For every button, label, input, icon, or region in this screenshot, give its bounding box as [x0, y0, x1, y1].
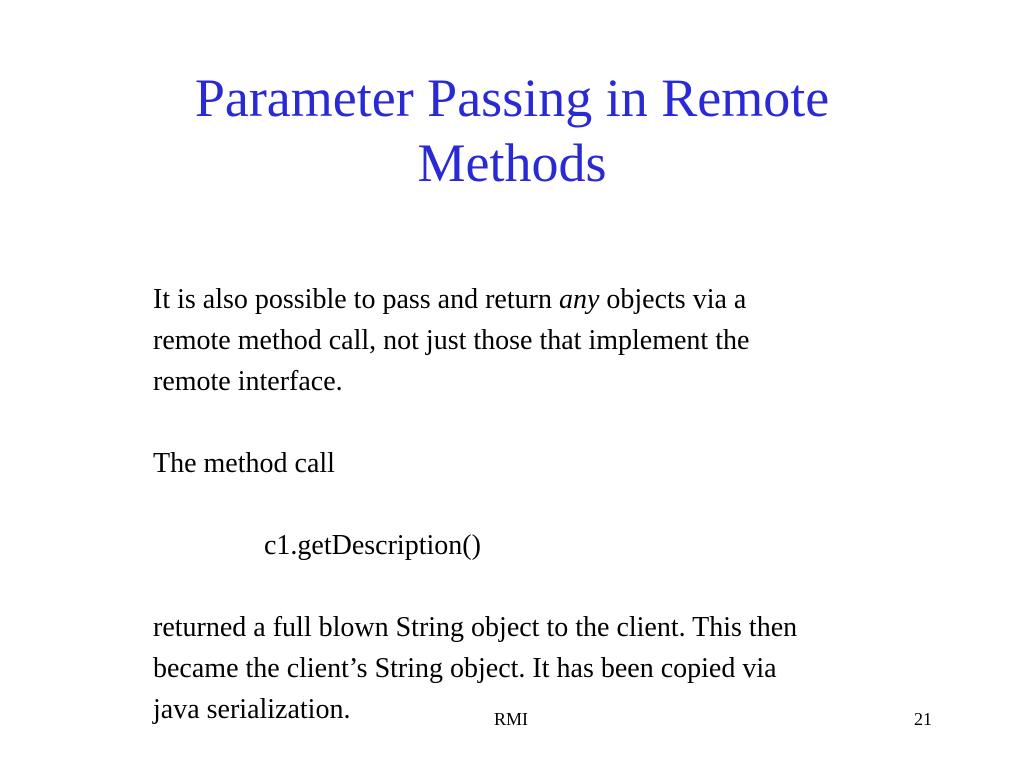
page-number: 21 [914, 709, 932, 729]
paragraph-1-text-rest: objects via a [599, 284, 747, 315]
title-line-2: Methods [417, 133, 607, 193]
footer-label: RMI [494, 709, 529, 729]
paragraph-3-line-1: returned a full blown String object to the client. This then [153, 612, 798, 643]
paragraph-1-text: It is also possible to pass and return [153, 284, 559, 315]
paragraph-2: The method call [153, 448, 335, 479]
title-line-1: Parameter Passing in Remote [194, 68, 830, 128]
paragraph-1-line-3: remote interface. [153, 366, 343, 397]
slide-title [60, 66, 964, 196]
paragraph-3-line-3: java serialization. [153, 694, 351, 725]
code-snippet: c1.getDescription() [264, 530, 481, 561]
paragraph-1-line-2: remote method call, not just those that implement the [153, 325, 750, 356]
spacer [153, 566, 973, 607]
paragraph-3-line-2: became the client’s String object. It has been copied via [153, 653, 777, 684]
spacer [153, 484, 973, 525]
spacer [153, 402, 973, 443]
emphasis-any: any [558, 284, 600, 315]
slide-body [153, 279, 973, 730]
paragraph-3 [153, 607, 973, 730]
paragraph-1 [153, 279, 973, 402]
